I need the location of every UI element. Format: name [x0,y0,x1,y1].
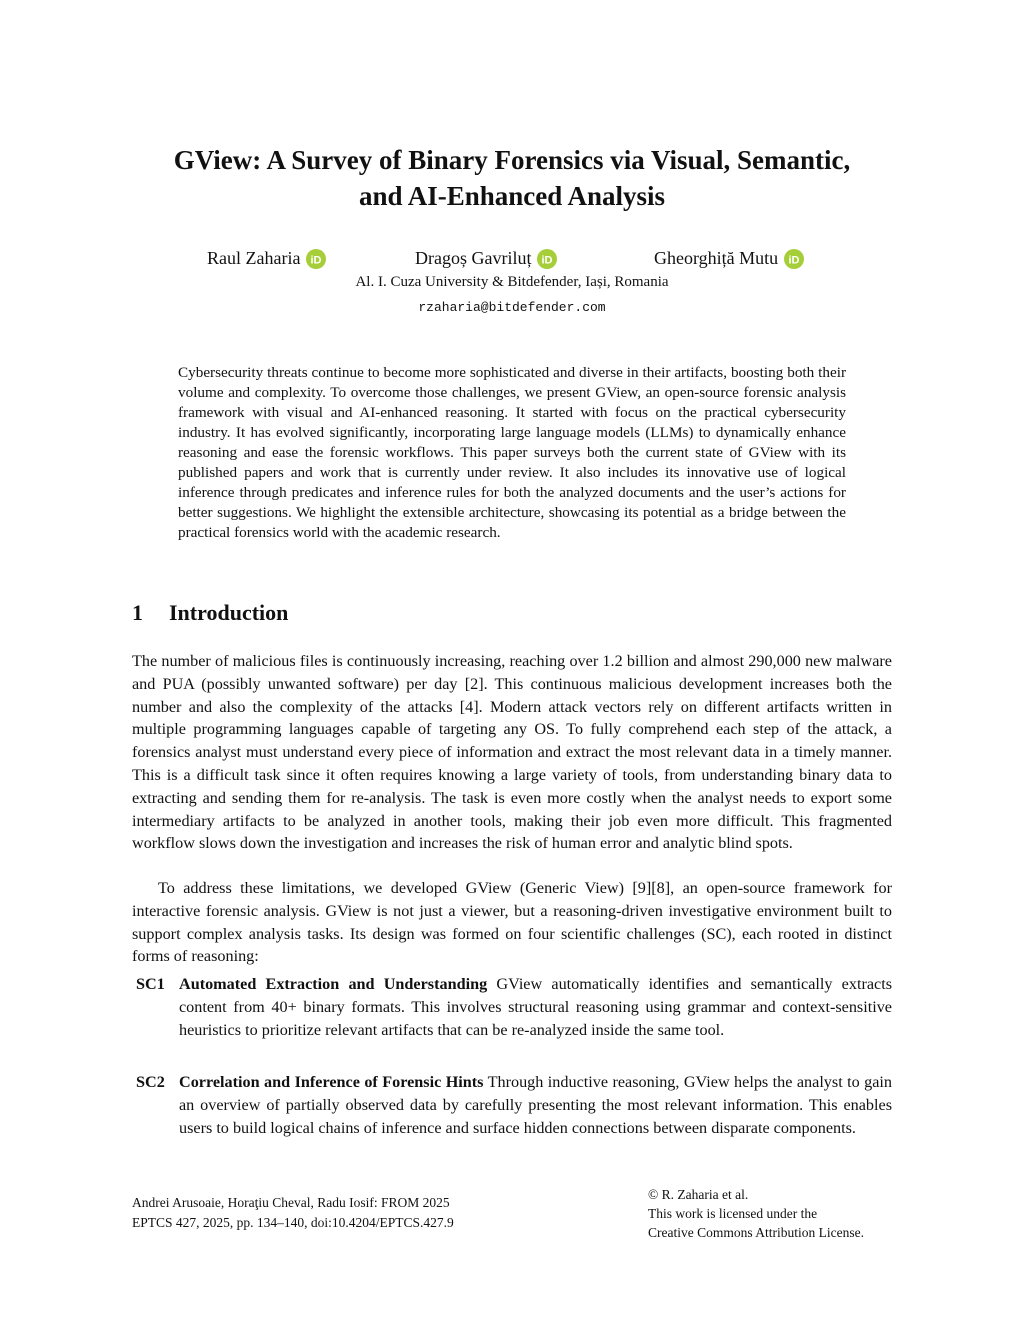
author-name: Raul Zaharia [207,248,301,268]
title-line-1: GView: A Survey of Binary Forensics via Visual, Semantic, [173,145,851,175]
challenge-heading: Automated Extraction and Understanding [179,975,488,993]
orcid-icon[interactable] [306,249,326,269]
svg-text:iD: iD [310,254,322,266]
intro-paragraph-1: The number of malicious files is continuously increasing, reaching over 1.2 billion and almost 290,000 new malware and PUA (possibly unwanted software) per day [2]. This continuous malicious development increases both the number and also the complexity of the attacks [4]. Modern attack vectors rely on different artifacts written in multiple programming languages capable of targeting any OS. To fully comprehend each step of the attack, a forensics analyst must understand every piece of information and extract the most relevant data in a timely manner. This is a difficult task since it often requires knowing a large variety of tools, from understanding binary data to extracting and sending them for re-analysis. The task is even more costly when the analyst needs to export some intermediary artifacts to be analyzed in another tools, making their job even more difficult. This fragmented workflow slows down the investigation and increases the risk of human error and analytic blind spots. [132,652,892,853]
affiliation: Al. I. Cuza University & Bitdefender, Iași, Romania [355,274,669,290]
challenge-text: Through inductive reasoning, GView helps the analyst to gain an overview of partially observed data by carefully presenting the most relevant information. This enables users to build logical chains of inference and surface hidden connections between disparate components. [179,1073,893,1137]
email-link[interactable]: rzaharia@bitdefender.com [418,300,606,315]
challenge-label: SC1 [136,975,165,993]
title-line-2: and AI-Enhanced Analysis [358,181,666,211]
abstract: Cybersecurity threats continue to become more sophisticated and diverse in their artifacts, boosting both their volume and complexity. To overcome those challenges, we present GView, an open-source forensic analysis framework with visual and AI-enhanced reasoning. It started with focus on the practical cybersecurity industry. It has evolved significantly, incorporating large language models (LLMs) to dynamically enhance reasoning and ease the forensic workflows. This paper surveys both the current state of GView with its published papers and work that is currently under review. It also includes its innovative use of logical inference through predicates and inference rules for both the analyzed documents and the user’s actions for better suggestions. We highlight the extensible architecture, showcasing its potential as a bridge between the practical forensics world with the academic research. [178,364,846,541]
paper-title [0,142,1024,214]
author-1 [207,248,326,269]
footer-license [648,1185,864,1242]
footer-left-line-1: Andrei Arusoaie, Horaţiu Cheval, Radu Iosif: FROM 2025 [132,1195,450,1210]
challenge-item-sc1 [132,973,892,1041]
footer-right-line-1: © R. Zaharia et al. [648,1187,749,1202]
author-name: Dragoș Gavriluț [415,248,532,268]
orcid-icon[interactable] [784,249,804,269]
footer-left-line-2: EPTCS 427, 2025, pp. 134–140, doi:10.4204/EPTCS.427.9 [132,1215,454,1230]
challenge-heading: Correlation and Inference of Forensic Hints [179,1073,484,1091]
intro-paragraph-2: To address these limitations, we developed GView (Generic View) [9][8], an open-source framework for interactive forensic analysis. GView is not just a viewer, but a reasoning-driven investigative environment built to support complex analysis tasks. Its design was formed on four scientific challenges (SC), each rooted in distinct forms of reasoning: [132,879,892,966]
footer-citation [132,1193,454,1233]
challenge-item-sc2 [132,1071,892,1139]
challenge-text: GView automatically identifies and semantically extracts content from 40+ binary formats. This involves structural reasoning using grammar and context-sensitive heuristics to prioritize relevant artifacts that can be re-analyzed inside the same tool. [179,975,892,1039]
section-number: 1 [132,600,143,625]
footer-right-line-3: Creative Commons Attribution License. [648,1225,864,1240]
section-title: Introduction [169,600,289,625]
orcid-icon[interactable] [537,249,557,269]
author-name: Gheorghiță Mutu [654,248,779,268]
author-3 [654,248,804,269]
svg-text:iD: iD [788,254,800,266]
footer-right-line-2: This work is licensed under the [648,1206,818,1221]
section-heading-introduction [132,600,288,626]
svg-text:iD: iD [541,254,553,266]
challenge-label: SC2 [136,1073,165,1091]
author-2 [415,248,557,269]
